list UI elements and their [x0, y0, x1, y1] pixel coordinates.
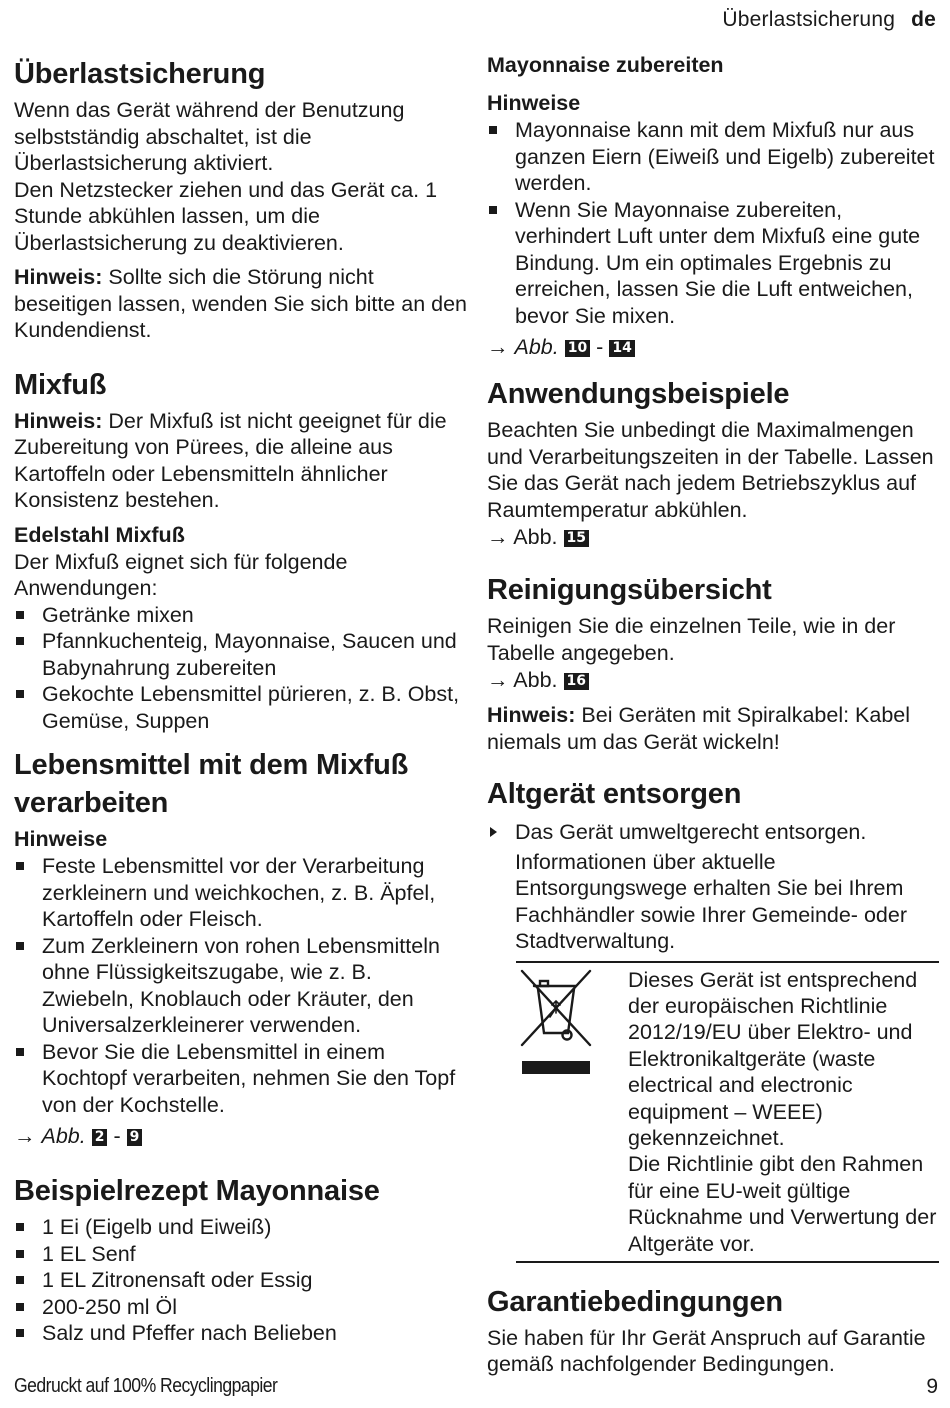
- mixfuss-uses-list: [14, 602, 469, 735]
- weee-text: [628, 967, 939, 1257]
- figure-number: 9: [127, 1129, 143, 1146]
- heading-recipe: Beispielrezept Mayonnaise: [14, 1175, 380, 1207]
- overload-text-2: Den Netzstecker ziehen und das Gerät ca. 1 Stunde abkühlen lassen, um die Überlastsicherung zu deaktivieren.: [14, 177, 438, 255]
- crossed-out-wheelie-bin-icon: [516, 967, 628, 1257]
- heading-processing: [14, 746, 469, 822]
- subheading-notes: Hinweise: [14, 827, 108, 851]
- list-item: Mayonnaise kann mit dem Mixfuß nur aus ganzen Eiern (Eiweiß und Eigelb) zubereitet werden.: [487, 117, 939, 197]
- weee-notice: [516, 961, 939, 1263]
- list-item: Pfannkuchenteig, Mayonnaise, Saucen und Babynahrung zubereiten: [14, 628, 469, 681]
- figure-reference: [14, 1122, 469, 1150]
- list-item: Salz und Pfeffer nach Belieben: [14, 1320, 469, 1347]
- ref-label: Abb.: [514, 335, 559, 359]
- section-mayonnaise: [487, 52, 939, 361]
- list-item: 1 Ei (Eigelb und Eiweiß): [14, 1214, 469, 1241]
- warranty-text: Sie haben für Ihr Gerät Anspruch auf Garantie gemäß nachfolgender Bedingungen.: [487, 1325, 926, 1377]
- note-text: Sollte sich die Störung nicht beseitigen lassen, wenden Sie sich bitte an den Kundendienst.: [14, 265, 468, 342]
- figure-number: 14: [609, 340, 634, 357]
- heading-overload: Überlastsicherung: [14, 58, 266, 90]
- list-item: Das Gerät umweltgerecht entsorgen.: [487, 819, 939, 846]
- section-processing: [14, 746, 469, 1150]
- figure-number: 10: [565, 340, 590, 357]
- disposal-steps: [487, 819, 939, 846]
- mayonnaise-notes-list: [487, 117, 939, 329]
- heading-mayonnaise: Mayonnaise zubereiten: [487, 53, 724, 77]
- section-cleaning: [487, 571, 939, 755]
- note-label: Hinweis:: [14, 265, 103, 289]
- section-overload: [14, 55, 469, 344]
- language-code: de: [911, 8, 936, 31]
- disposal-info: Informationen über aktuelle Entsorgungswege erhalten Sie bei Ihrem Fachhändler sowie Ihrer Gemeinde- oder Stadtverwaltung.: [515, 849, 907, 953]
- weee-text-2: Die Richtlinie gibt den Rahmen für eine EU-weit gültige Rücknahme und Verwertung der Altgeräte vor.: [628, 1152, 937, 1256]
- processing-notes-list: [14, 853, 469, 1118]
- section-examples: [487, 375, 939, 551]
- heading-examples: Anwendungsbeispiele: [487, 378, 790, 410]
- footer-recycling-note: Gedruckt auf 100% Recyclingpapier: [14, 1375, 278, 1397]
- running-header-section: Überlastsicherung: [722, 8, 896, 31]
- ref-label: Abb.: [41, 1124, 86, 1148]
- figure-number: 2: [92, 1129, 108, 1146]
- right-column: [487, 52, 939, 1378]
- heading-disposal: Altgerät entsorgen: [487, 778, 742, 810]
- list-item: Getränke mixen: [14, 602, 469, 629]
- section-disposal: [487, 775, 939, 1263]
- figure-number: 16: [564, 673, 589, 690]
- list-item: Zum Zerkleinern von rohen Lebensmitteln ohne Flüssigkeitszugabe, wie z. B. Zwiebeln, Knoblauch oder Kräuter, den Universalzerkleinerer verwenden.: [14, 933, 469, 1039]
- section-warranty: [487, 1283, 939, 1378]
- list-item: Gekochte Lebensmittel pürieren, z. B. Obst, Gemüse, Suppen: [14, 681, 469, 734]
- mixfuss-note: [14, 408, 469, 514]
- note-text: Der Mixfuß ist nicht geeignet für die Zubereitung von Pürees, die alleine aus Kartoffeln oder Lebensmitteln ähnlicher Konsistenz bestehen.: [14, 408, 447, 512]
- subheading-steel-mixfuss: Edelstahl Mixfuß: [14, 522, 185, 547]
- arrow-icon: →: [487, 335, 509, 359]
- list-item: 200-250 ml Öl: [14, 1294, 469, 1321]
- heading-mixfuss: Mixfuß: [14, 368, 107, 401]
- weee-text-1: Dieses Gerät ist entsprechend der europäischen Richtlinie 2012/19/EU über Elektro- und Elektronikaltgeräte (waste electrical and electronic equipment – WEEE) gekennzeichnet.: [628, 967, 918, 1150]
- left-column: [14, 55, 469, 1347]
- arrow-icon: →: [14, 1124, 36, 1148]
- heading-line-2: verarbeiten: [14, 787, 169, 819]
- arrow-icon: →: [487, 668, 509, 692]
- figure-reference: [487, 523, 939, 551]
- ref-label: Abb.: [513, 525, 558, 549]
- section-recipe: [14, 1172, 469, 1347]
- list-item: Bevor Sie die Lebensmittel in einem Kochtopf verarbeiten, nehmen Sie den Topf von der Kochstelle.: [14, 1039, 469, 1119]
- figure-reference: [487, 666, 939, 694]
- running-header: [722, 8, 936, 32]
- list-item: Wenn Sie Mayonnaise zubereiten, verhindert Luft unter dem Mixfuß eine gute Bindung. Um ein optimales Ergebnis zu erreichen, lassen Sie die Luft entweichen, bevor Sie mixen.: [487, 197, 939, 330]
- overload-text-1: Wenn das Gerät während der Benutzung selbstständig abschaltet, ist die Überlastsicherung aktiviert.: [14, 98, 405, 175]
- subheading-notes: Hinweise: [487, 91, 581, 115]
- examples-text: Beachten Sie unbedingt die Maximalmengen und Verarbeitungszeiten in der Tabelle. Lassen Sie das Gerät nach jedem Betriebszyklus auf Raumtemperatur abkühlen.: [487, 418, 934, 522]
- note-text: Bei Geräten mit Spiralkabel: Kabel niemals um das Gerät wickeln!: [487, 703, 911, 754]
- overload-note: [14, 264, 469, 344]
- heading-line-1: Lebensmittel mit dem Mixfuß: [14, 749, 409, 781]
- ref-label: Abb.: [513, 668, 558, 692]
- list-item: 1 EL Zitronensaft oder Essig: [14, 1267, 469, 1294]
- heading-cleaning: Reinigungsübersicht: [487, 574, 772, 606]
- list-item: Feste Lebensmittel vor der Verarbeitung zerkleinern und weichkochen, z. B. Äpfel, Kartoffeln oder Fleisch.: [14, 853, 469, 933]
- figure-number: 15: [564, 530, 589, 547]
- cleaning-text: Reinigen Sie die einzelnen Teile, wie in der Tabelle angegeben.: [487, 614, 896, 665]
- recipe-list: [14, 1214, 469, 1347]
- figure-reference: [487, 333, 939, 361]
- section-mixfuss: [14, 366, 469, 735]
- note-label: Hinweis:: [14, 408, 103, 433]
- note-label: Hinweis:: [487, 703, 576, 727]
- list-item: 1 EL Senf: [14, 1241, 469, 1268]
- mixfuss-intro: Der Mixfuß eignet sich für folgende Anwendungen:: [14, 549, 348, 600]
- arrow-icon: →: [487, 525, 509, 549]
- ref-separator: -: [113, 1124, 121, 1148]
- page-number: 9: [926, 1375, 938, 1398]
- cleaning-note: [487, 702, 939, 755]
- ref-separator: -: [596, 335, 604, 359]
- heading-warranty: Garantiebedingungen: [487, 1285, 783, 1318]
